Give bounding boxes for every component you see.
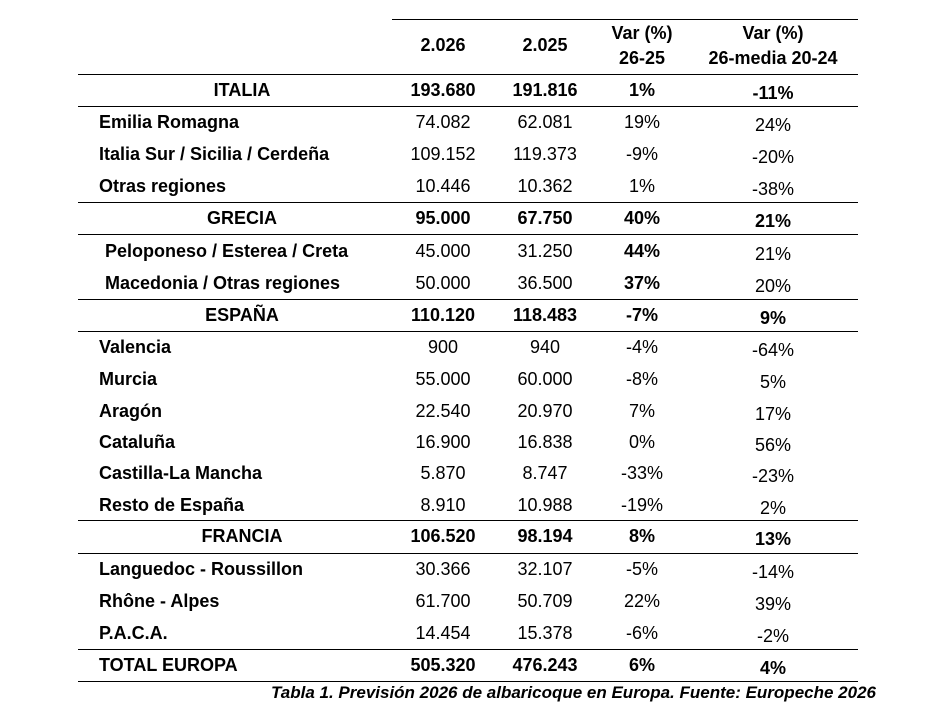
- cell-v2025: 476.243: [512, 655, 578, 675]
- row-separator-rule: [78, 106, 858, 107]
- cell-var2: 4%: [759, 658, 787, 678]
- row-label: Italia Sur / Sicilia / Cerdeña: [99, 144, 330, 164]
- cell-var1: -7%: [625, 305, 659, 325]
- cell-var2: 39%: [754, 594, 792, 614]
- row-label: Rhône - Alpes: [99, 591, 220, 611]
- cell-v2025: 10.988: [517, 495, 573, 515]
- cell-v2026: 95.000: [415, 208, 471, 228]
- cell-v2025: 10.362: [517, 176, 573, 196]
- header-2026: 2.026: [420, 35, 466, 55]
- cell-var1: 1%: [628, 176, 656, 196]
- cell-var2: 13%: [754, 529, 792, 549]
- cell-v2026: 14.454: [415, 623, 471, 643]
- cell-var1: 8%: [628, 526, 656, 546]
- cell-var1: -6%: [625, 623, 659, 643]
- row-label: ESPAÑA: [205, 305, 279, 325]
- cell-v2025: 15.378: [517, 623, 573, 643]
- row-separator-rule: [78, 234, 858, 235]
- cell-v2025: 60.000: [517, 369, 573, 389]
- row-label: ITALIA: [213, 80, 271, 100]
- row-label: FRANCIA: [201, 526, 283, 546]
- cell-var2: -38%: [751, 179, 795, 199]
- cell-var1: -5%: [625, 559, 659, 579]
- cell-v2026: 900: [427, 337, 459, 357]
- cell-var2: 17%: [754, 404, 792, 424]
- cell-var2: 9%: [759, 308, 787, 328]
- row-label: Aragón: [99, 401, 162, 421]
- cell-v2025: 119.373: [513, 144, 577, 164]
- cell-v2025: 16.838: [517, 432, 573, 452]
- cell-var1: 0%: [628, 432, 656, 452]
- cell-v2026: 22.540: [415, 401, 471, 421]
- cell-var2: -23%: [751, 466, 795, 486]
- row-label: GRECIA: [206, 208, 278, 228]
- row-label: TOTAL EUROPA: [99, 655, 238, 675]
- cell-var1: 22%: [623, 591, 661, 611]
- cell-var1: -4%: [625, 337, 659, 357]
- row-separator-rule: [78, 681, 858, 682]
- cell-var1: -9%: [625, 144, 659, 164]
- cell-v2025: 191.816: [512, 80, 578, 100]
- row-separator-rule: [78, 553, 858, 554]
- cell-var2: 21%: [754, 211, 792, 231]
- cell-v2026: 106.520: [410, 526, 476, 546]
- cell-var2: -11%: [752, 83, 794, 103]
- row-separator-rule: [78, 649, 858, 650]
- cell-v2026: 109.152: [410, 144, 476, 164]
- row-label: P.A.C.A.: [99, 623, 168, 643]
- row-label: Murcia: [99, 369, 158, 389]
- row-separator-rule: [78, 299, 858, 300]
- cell-var2: 5%: [759, 372, 787, 392]
- cell-var2: 56%: [754, 435, 792, 455]
- cell-var1: -33%: [620, 463, 664, 483]
- row-separator-rule: [78, 74, 858, 75]
- row-separator-rule: [78, 520, 858, 521]
- cell-v2026: 505.320: [410, 655, 476, 675]
- cell-var1: 37%: [623, 273, 661, 293]
- row-separator-rule: [78, 202, 858, 203]
- cell-var1: 40%: [623, 208, 661, 228]
- cell-var2: -64%: [751, 340, 795, 360]
- cell-var2: 2%: [759, 498, 787, 518]
- row-label: Cataluña: [99, 432, 176, 452]
- cell-var1: -8%: [625, 369, 659, 389]
- row-separator-rule: [78, 331, 858, 332]
- cell-v2026: 55.000: [415, 369, 471, 389]
- cell-v2025: 20.970: [517, 401, 573, 421]
- cell-v2025: 50.709: [517, 591, 573, 611]
- cell-var1: 19%: [623, 112, 661, 132]
- header-var-media-line1: Var (%): [742, 23, 804, 43]
- cell-v2026: 74.082: [415, 112, 471, 132]
- cell-v2025: 940: [529, 337, 561, 357]
- cell-var2: -14%: [751, 562, 795, 582]
- cell-v2026: 5.870: [420, 463, 466, 483]
- cell-v2025: 98.194: [517, 526, 573, 546]
- table-caption: Tabla 1. Previsión 2026 de albaricoque en Europa. Fuente: Europeche 2026: [271, 683, 876, 702]
- cell-v2026: 30.366: [415, 559, 471, 579]
- cell-v2026: 193.680: [410, 80, 476, 100]
- header-2025: 2.025: [522, 35, 568, 55]
- row-label: Peloponeso / Esterea / Creta: [105, 241, 349, 261]
- cell-v2025: 36.500: [517, 273, 573, 293]
- cell-var1: 6%: [628, 655, 656, 675]
- cell-var2: 20%: [754, 276, 792, 296]
- row-label: Otras regiones: [99, 176, 227, 196]
- cell-v2026: 110.120: [410, 305, 476, 325]
- header-var-26-25-line2: 26-25: [618, 48, 666, 68]
- cell-var1: 1%: [628, 80, 656, 100]
- cell-v2026: 8.910: [420, 495, 466, 515]
- cell-var2: 21%: [754, 244, 792, 264]
- row-label: Emilia Romagna: [99, 112, 240, 132]
- cell-v2025: 8.747: [522, 463, 568, 483]
- cell-var2: 24%: [754, 115, 792, 135]
- row-label: Valencia: [99, 337, 172, 357]
- header-var-26-25-line1: Var (%): [611, 23, 673, 43]
- cell-v2026: 45.000: [415, 241, 471, 261]
- cell-v2025: 31.250: [517, 241, 573, 261]
- cell-v2025: 32.107: [517, 559, 573, 579]
- cell-var2: -20%: [751, 147, 795, 167]
- cell-v2025: 118.483: [512, 305, 578, 325]
- row-label: Resto de España: [99, 495, 245, 515]
- cell-v2025: 62.081: [517, 112, 573, 132]
- cell-v2026: 61.700: [415, 591, 471, 611]
- header-top-rule: [392, 19, 858, 20]
- cell-var1: 44%: [623, 241, 661, 261]
- cell-var1: -19%: [620, 495, 664, 515]
- cell-var1: 7%: [628, 401, 656, 421]
- row-label: Castilla-La Mancha: [99, 463, 263, 483]
- cell-v2026: 16.900: [415, 432, 471, 452]
- cell-v2025: 67.750: [517, 208, 573, 228]
- header-var-media-line2: 26-media 20-24: [708, 48, 838, 68]
- cell-v2026: 50.000: [415, 273, 471, 293]
- cell-v2026: 10.446: [415, 176, 471, 196]
- row-label: Languedoc - Roussillon: [99, 559, 304, 579]
- row-label: Macedonia / Otras regiones: [105, 273, 341, 293]
- cell-var2: -2%: [756, 626, 790, 646]
